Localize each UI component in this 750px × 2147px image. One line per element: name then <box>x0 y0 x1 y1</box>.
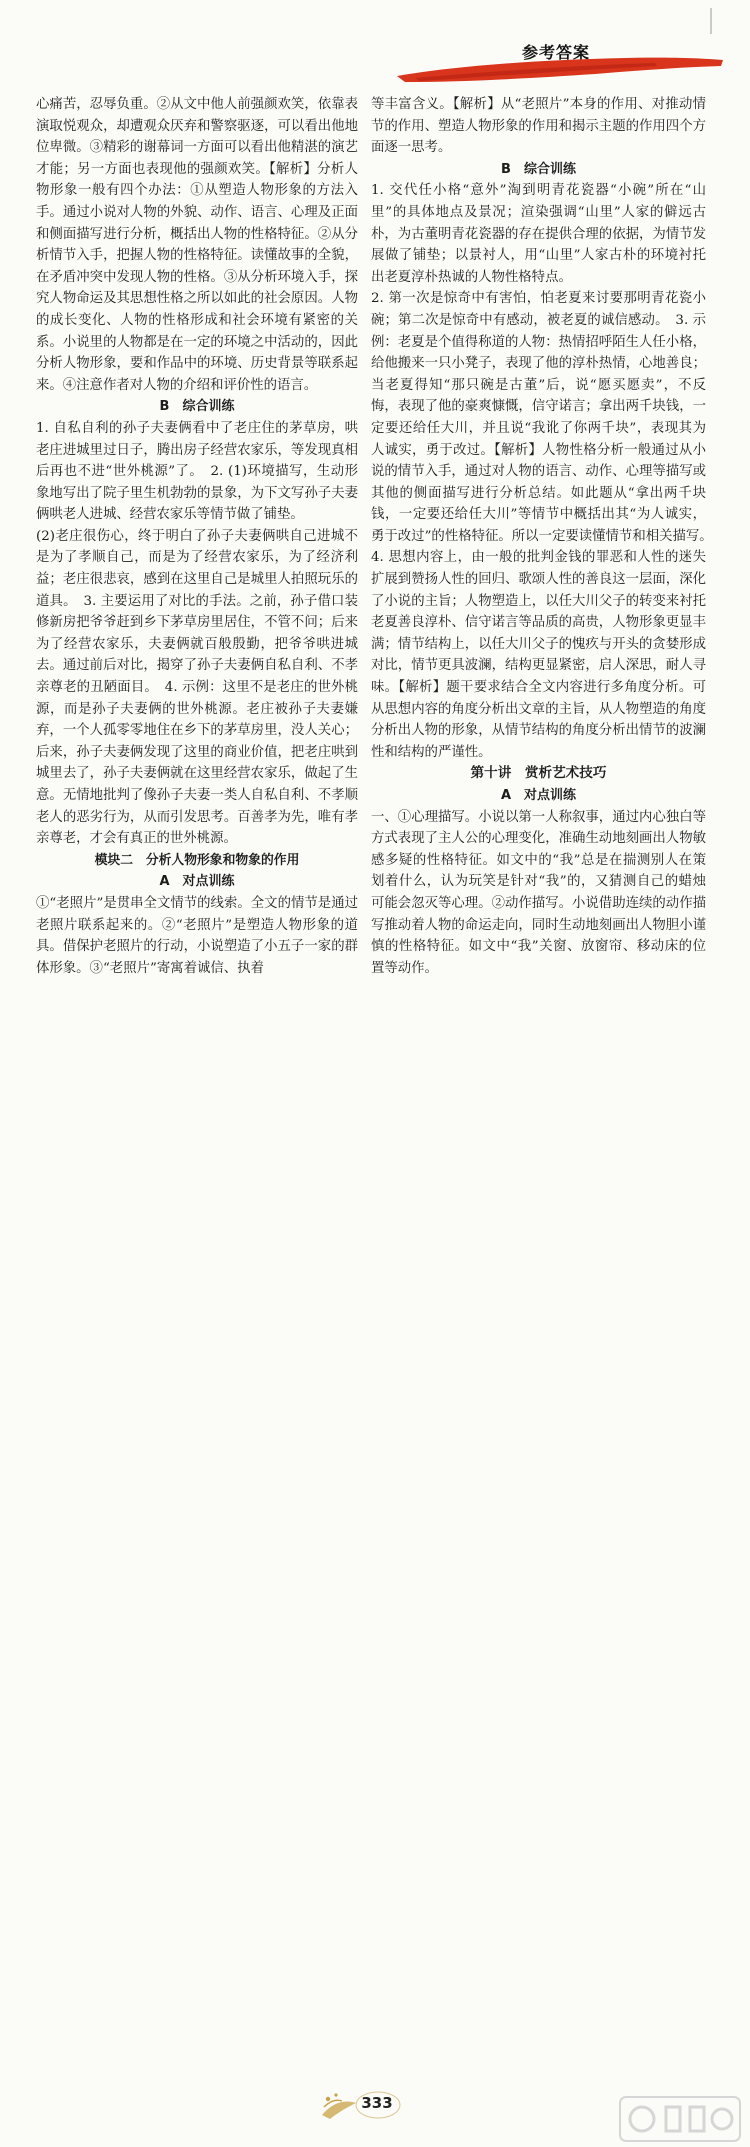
sub-section-heading: B 综合训练 <box>501 161 576 177</box>
sub-section-heading: B 综合训练 <box>159 399 235 415</box>
module-heading: 模块二 分析人物形象和物象的作用 <box>94 852 300 868</box>
answer-paragraph: 1. 自私自利的孙子夫妻俩看中了老庄住的茅草房，哄老庄进城里过日子，腾出房子经营农家乐，等发现真相后再也不进“世外桃源”了。 2. (1)环境描写，生动形象地写出了院子里生机勃勃的景象，为下文写孙子夫妻俩哄老人进城、经营农家乐等情节做了铺垫。 <box>36 420 358 523</box>
header-title: 参考答案 <box>522 43 591 62</box>
right-column <box>371 94 720 979</box>
answer-paragraph: (2)老庄很伤心，终于明白了孙子夫妻俩哄自己进城不是为了孝顺自己，而是为了经营农家乐，为了经济利益；老庄很悲哀，感到在这里自己是城里人拍照玩乐的道具。 3. 主要运用了对比的手法。之前，孙子借口装修新房把爷爷赶到乡下茅草房里居住，不管不问；后来为了经营农家乐，夫妻俩就百般殷勤，把爷爷哄进城去。通过前后对比，揭穿了孙子夫妻俩自私自利、不孝亲尊老的丑陋面目。 4. 示例：这里不是老庄的世外桃源，而是孙子夫妻俩的世外桃源。老庄被孙子夫妻嫌弃，一个人孤零零地住在乡下的茅草房里，没人关心；后来，孙子夫妻俩发现了这里的商业价值，把老庄哄到城里去了，孙子夫妻俩就在这里经营农家乐，做起了生意。无情地批判了像孙子夫妻一类人自私自利、不孝顺老人的恶劣行为，从而引发思考。百善孝为先，唯有孝亲尊老，才会有真正的世外桃源。 <box>36 528 358 847</box>
answer-paragraph: 等丰富含义。【解析】从“老照片”本身的作用、对推动情节的作用、塑造人物形象的作用和揭示主题的作用四个方面逐一思考。 <box>371 97 706 156</box>
page-number: 333 <box>361 2094 393 2112</box>
sub-section-heading: A 对点训练 <box>159 874 235 890</box>
red-brush-stroke-decoration <box>395 54 725 84</box>
answer-paragraph: 1. 交代任小格“意外”淘到明青花瓷器“小碗”所在“山里”的具体地点及景况；渲染强调“山里”人家的僻远古朴，为古董明青花瓷器的存在提供合理的依据，为情节发展做了铺垫；以景衬人，用“山里”人家古朴的环境衬托出老夏淳朴热诚的人物性格特点。 <box>371 183 706 285</box>
answer-paragraph: 2. 第一次是惊奇中有害怕，怕老夏来讨要那明青花瓷小碗；第二次是惊奇中有感动，被老夏的诚信感动。 3. 示例：老夏是个值得称道的人物：热情招呼陌生人任小格，给他搬来一只小凳子，表现了他的淳朴热情，心地善良；当老夏得知“那只碗是古董”后，说“愿买愿卖”，不反悔，表现了他的豪爽慷慨，信守诺言；拿出两千块钱，一定要还给任大川，并且说“我讹了你两千块”，表现其为人诚实，勇于改过。【解析】人物性格分析一般通过从小说的情节入手，通过对人物的语言、动作、心理等描写或其他的侧面描写进行分析总结。如此题从“拿出两千块钱，一定要还给任大川”等情节中概括出其“为人诚实，勇于改过”的性格特征。所以一定要读懂情节和相关描写。 4. 思想内容上，由一般的批判金钱的罪恶和人性的迷失扩展到赞扬人性的回归、歌颂人性的善良这一层面，深化了小说的主旨；人物塑造上，以任大川父子的转变来衬托老夏善良淳朴、信守诺言等品质的高贵，人物形象更显丰满；情节结构上，以任大川父子的愧疚与开头的贪婪形成对比，情节更具波澜，结构更显紧密，启人深思，耐人寻味。【解析】题干要求结合全文内容进行多角度分析。可从思想内容的角度分析出文章的主旨，从人物塑造的角度分析出人物的形象，从情节结构的角度分析出情节的波澜性和结构的严谨性。 <box>371 291 720 760</box>
site-watermark-logo <box>610 2091 750 2147</box>
sub-section-heading: A 对点训练 <box>500 788 577 803</box>
page-footer <box>0 1039 750 2112</box>
page-header <box>0 0 750 86</box>
lecture-heading: 第十讲 赏析艺术技巧 <box>470 765 607 782</box>
left-column <box>36 94 358 979</box>
answer-paragraph: ①“老照片”是贯串全文情节的线索。全文的情节是通过老照片联系起来的。②“老照片”是塑造人物形象的道具。借保护老照片的行动，小说塑造了小五子一家的群体形象。③“老照片”寄寓着诚信、执着 <box>36 895 358 976</box>
answer-paragraph: 一、①心理描写。小说以第一人称叙事，通过内心独白等方式表现了主人公的心理变化，准确生动地刻画出人物敏感多疑的性格特征。如文中的“我”总是在揣测别人在策划着什么，认为玩笑是针对“我”的，又猜测自己的蜡烛可能会忽灭等心理。②动作描写。小说借助连续的动作描写推动着人物的命运走向，同时生动地刻画出人物胆小谨慎的性格特征。如文中“我”关窗、放窗帘、移动床的位置等动作。 <box>371 809 706 976</box>
answer-paragraph: 心痛苦，忍辱负重。②从文中他人前强颜欢笑，依靠表演取悦观众，却遭观众厌弃和警察驱逐，可以看出他地位卑微。③精彩的谢幕词一方面可以看出他精湛的演艺才能；另一方面也表现他的强颜欢笑。【解析】分析人物形象一般有四个办法：①从塑造人物形象的方法入手。通过小说对人物的外貌、动作、语言、心理及正面和侧面描写进行分析，概括出人物的性格特征。②从分析情节入手，把握人物的性格特征。读懂故事的全貌，在矛盾冲突中发现人物的性格。③从分析环境入手，探究人物命运及其思想性格之所以如此的社会原因。人物的成长变化、人物的性格形成和社会环境有紧密的关系。小说里的人物都是在一定的环境之中活动的，因此分析人物形象，要和作品中的环境、历史背景等联系起来。④注意作者对人物的介绍和评价性的语言。 <box>36 97 358 393</box>
corner-registration-mark <box>705 8 717 34</box>
